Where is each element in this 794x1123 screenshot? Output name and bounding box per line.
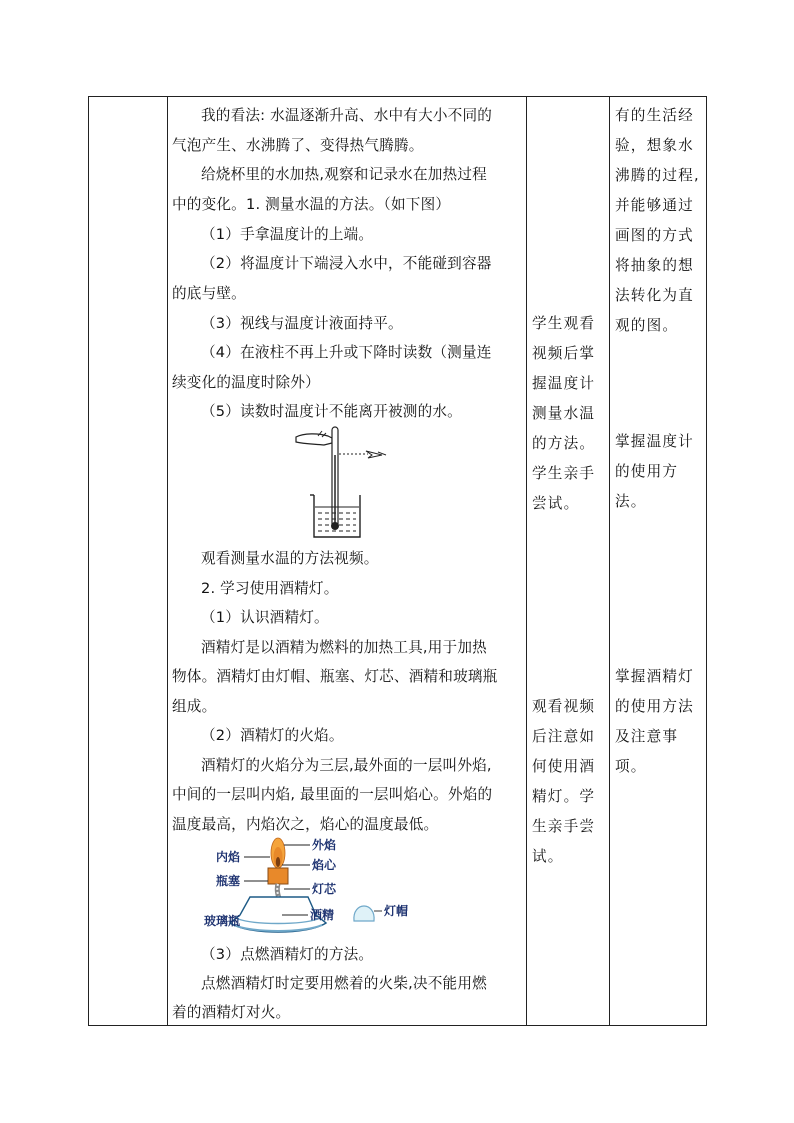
text-line: 何使用酒 <box>532 758 596 775</box>
text-line: 观看视频 <box>532 698 596 715</box>
text-line: 掌握酒精灯 <box>615 668 694 685</box>
student-activity-a <box>532 309 595 519</box>
design-intent-cell <box>610 97 707 1026</box>
text-line: （5）读数时温度计不能离开被测的水。 <box>201 403 462 420</box>
text-line: 酒精灯是以酒精为燃料的加热工具,用于加热 <box>201 639 487 656</box>
lamp-label-cap: 灯帽 <box>384 904 409 918</box>
text-line: 握温度计 <box>532 375 596 392</box>
text-line: （3）点燃酒精灯的方法。 <box>201 946 374 963</box>
lesson-table <box>88 96 707 1026</box>
text-line: 将抽象的想 <box>615 257 694 274</box>
text-line: 精灯。学 <box>532 788 596 805</box>
alcohol-lamp-diagram <box>204 837 414 939</box>
lamp-label-bottle: 玻璃瓶 <box>204 914 241 928</box>
text-line: （1）认识酒精灯。 <box>201 609 329 626</box>
text-line: 观看测量水温的方法视频。 <box>201 550 379 567</box>
text-line: （4）在液柱不再上升或下降时读数（测量连 <box>201 344 492 361</box>
text-line: 物体。酒精灯由灯帽、瓶塞、灯芯、酒精和玻璃瓶 <box>172 668 498 685</box>
text-line: 视频后掌 <box>532 345 596 362</box>
student-activity-b <box>532 692 595 872</box>
text-line: （2）酒精灯的火焰。 <box>201 727 344 744</box>
design-intent-b <box>615 427 706 517</box>
lamp-label-outer: 外焰 <box>312 838 337 852</box>
empty-column-cell <box>89 97 168 1026</box>
text-line: 学生观看 <box>532 315 596 332</box>
text-line: 学生亲手 <box>532 465 596 482</box>
design-intent-a <box>615 101 700 341</box>
student-activity-cell <box>527 97 610 1026</box>
text-line: 中间的一层叫内焰, 最里面的一层叫焰心。外焰的 <box>172 786 493 803</box>
text-line: 点燃酒精灯时定要用燃着的火柴,决不能用燃 <box>201 975 487 992</box>
text-line: 项。 <box>615 758 647 775</box>
text-line: 画图的方式 <box>615 227 694 244</box>
text-line: 着的酒精灯对火。 <box>172 1004 291 1021</box>
text-line: 温度最高，内焰次之，焰心的温度最低。 <box>172 816 439 833</box>
lamp-label-inner: 内焰 <box>216 850 241 864</box>
text-line: 试。 <box>532 848 564 865</box>
text-line: （3）视线与温度计液面持平。 <box>201 315 403 332</box>
text-line: 的底与壁。 <box>172 285 246 302</box>
text-line: 2. 学习使用酒精灯。 <box>201 580 339 597</box>
design-intent-c <box>615 662 694 782</box>
text-line: 的使用方法。 <box>615 463 679 510</box>
text-line: 的方法。 <box>532 435 596 452</box>
lamp-label-core: 焰心 <box>312 858 337 872</box>
text-line: 及注意事 <box>615 728 679 745</box>
text-line: 并能够通过 <box>615 197 694 214</box>
teaching-process-cell <box>168 97 527 1026</box>
text-line: （2）将温度计下端浸入水中，不能碰到容器 <box>201 255 492 272</box>
text-line: 续变化的温度时除外） <box>172 374 320 391</box>
text-line: 组成。 <box>172 698 217 715</box>
text-line: 中的变化。1. 测量水温的方法。（如下图） <box>172 196 451 213</box>
text-line: 我的看法: 水温逐渐升高、水中有大小不同的 <box>201 107 493 124</box>
text-line: 后注意如 <box>532 728 596 745</box>
text-line: 验，想象水 <box>615 137 694 154</box>
text-line: 沸腾的过程, <box>615 167 700 184</box>
thermometer-diagram <box>290 425 400 541</box>
text-line: 生亲手尝 <box>532 818 596 835</box>
lamp-label-alcohol: 酒精 <box>310 908 335 922</box>
text-line: 测量水温 <box>532 405 596 422</box>
lamp-label-stopper: 瓶塞 <box>216 874 241 888</box>
text-line: 尝试。 <box>532 495 580 512</box>
text-line: （1）手拿温度计的上端。 <box>201 226 374 243</box>
text-line: 法转化为直 <box>615 287 694 304</box>
lamp-label-wick: 灯芯 <box>312 882 337 896</box>
text-line: 气泡产生、水沸腾了、变得热气腾腾。 <box>172 137 424 154</box>
text-line: 掌握温度计 <box>615 433 694 450</box>
text-line: 观的图。 <box>615 317 679 334</box>
text-line: 的使用方法 <box>615 698 694 715</box>
text-line: 有的生活经 <box>615 107 694 124</box>
text-line: 酒精灯的火焰分为三层,最外面的一层叫外焰, <box>201 757 492 774</box>
text-line: 给烧杯里的水加热,观察和记录水在加热过程 <box>201 166 487 183</box>
